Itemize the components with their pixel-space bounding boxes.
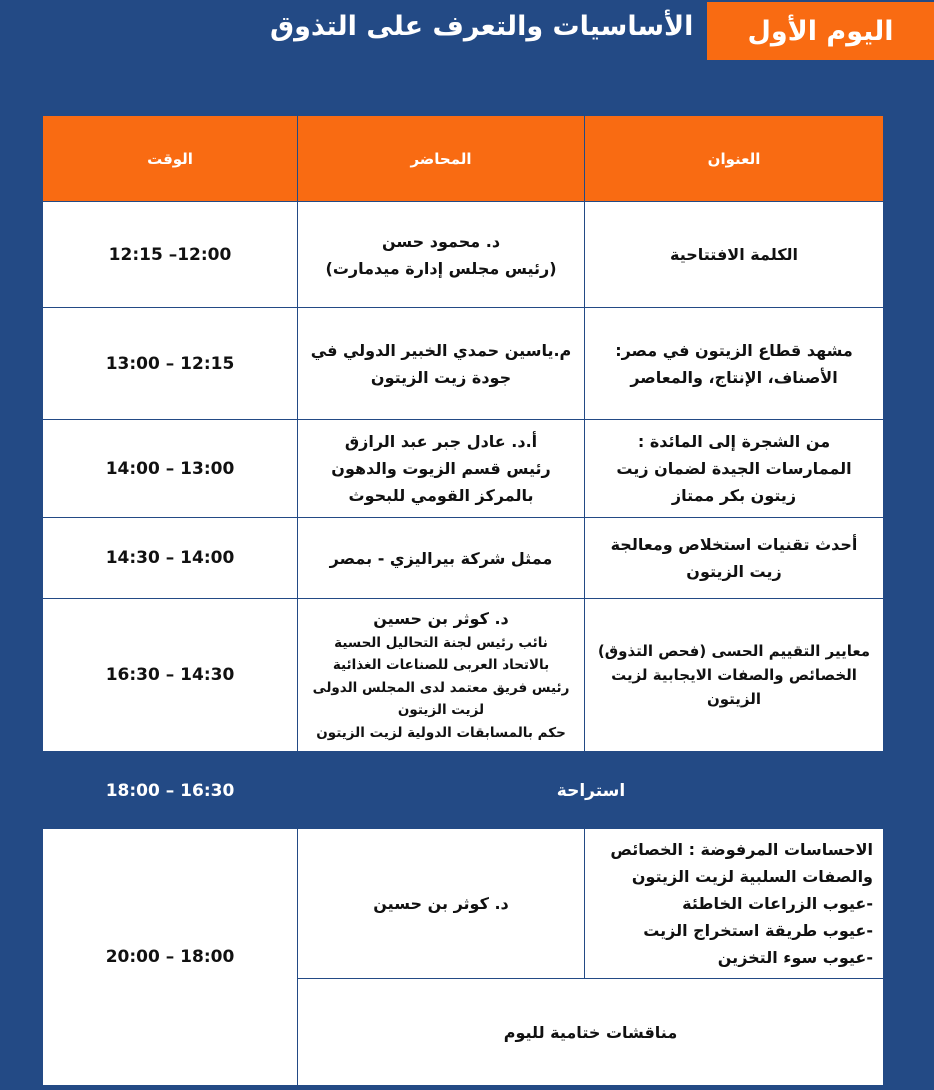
table-row-5-speaker — [297, 598, 585, 752]
row-1-title-line: الكلمة الافتتاحية — [669, 245, 799, 264]
table-row-4-speaker — [297, 517, 585, 599]
row-3-time: 14:00 – 13:00 — [105, 458, 235, 479]
row-3-title-line: الممارسات الجيدة لضمان زيت — [616, 459, 852, 478]
table-row-2-speaker — [297, 307, 585, 420]
row-2-title-line: الأصناف، الإنتاج، والمعاصر — [630, 367, 838, 387]
last-block-time-value: 20:00 – 18:00 — [105, 947, 235, 967]
row-4-title-line: زيت الزيتون — [686, 562, 782, 581]
table-row-4-title — [584, 517, 884, 599]
row-3-speaker-line: رئيس قسم الزيوت والدهون — [331, 459, 551, 478]
break-label: استراحة — [556, 781, 626, 801]
row-2-speaker-line: م.ياسين حمدي الخبير الدولي في — [310, 340, 572, 360]
header-speaker-column — [297, 115, 585, 202]
table-row-5-time — [42, 598, 298, 752]
last-block-speaker — [297, 828, 585, 979]
last-block-title-line: والصفات السلبية لزيت الزيتون — [631, 867, 873, 886]
page-title: الأساسيات والتعرف على التذوق — [270, 10, 694, 42]
row-1-speaker-line: د. محمود حسن — [381, 231, 501, 251]
header-title-column — [584, 115, 884, 202]
row-1-speaker-line: (رئيس مجلس إدارة ميدمارت) — [325, 258, 557, 278]
closing-discussion — [297, 978, 884, 1086]
row-5-speaker-line: رئيس فريق معتمد لدى المجلس الدولى — [312, 679, 570, 696]
table-row-1-time — [42, 201, 298, 308]
row-3-title-line: زيتون بكر ممتاز — [671, 486, 797, 505]
row-3-title-line: من الشجرة إلى المائدة : — [637, 432, 831, 451]
row-5-title-line: معايير التقييم الحسى (فحص التذوق) — [597, 642, 871, 660]
row-5-time: 16:30 – 14:30 — [105, 665, 235, 685]
last-block-title-line: الاحساسات المرفوضة : الخصائص — [610, 840, 873, 859]
last-block-title — [584, 828, 884, 979]
last-block-title-line: -عيوب الزراعات الخاطئة — [682, 894, 873, 913]
row-2-time: 13:00 – 12:15 — [105, 353, 235, 374]
break-time: 18:00 – 16:30 — [105, 781, 235, 801]
row-1-time: 12:15 –12:00 — [108, 244, 232, 265]
table-row-2-title — [584, 307, 884, 420]
table-row-3-speaker — [297, 419, 585, 518]
header-time-label: الوقت — [147, 149, 193, 168]
row-5-speaker-line: بالاتحاد العربى للصناعات الغذائية — [332, 657, 550, 674]
table-row-3-title — [584, 419, 884, 518]
row-4-speaker-line: ممثل شركة بيراليزي - بمصر — [329, 548, 553, 568]
last-block-time — [42, 828, 298, 1086]
header-title-label: العنوان — [707, 149, 761, 168]
last-block-speaker-name: د. كوثر بن حسين — [373, 894, 509, 913]
row-5-speaker-line: نائب رئيس لجنة التحاليل الحسية — [334, 634, 548, 651]
table-row-1-speaker — [297, 201, 585, 308]
header-speaker-label: المحاضر — [410, 149, 472, 168]
day-label: اليوم الأول — [707, 2, 934, 60]
row-5-title-line: الخصائص والصفات الايجابية لزيت — [611, 666, 857, 684]
row-5-speaker-name: د. كوثر بن حسين — [373, 608, 509, 628]
header-time-column — [42, 115, 298, 202]
table-row-4-time — [42, 517, 298, 599]
row-3-speaker-line: أ.د. عادل جبر عبد الرازق — [344, 432, 538, 451]
table-row-3-time — [42, 419, 298, 518]
row-2-title-line: مشهد قطاع الزيتون في مصر: — [615, 340, 853, 360]
table-row-1-title — [584, 201, 884, 308]
row-5-speaker-line: حكم بالمسابقات الدولية لزيت الزيتون — [316, 724, 566, 741]
table-row-5-title — [584, 598, 884, 752]
row-2-speaker-line: جودة زيت الزيتون — [370, 367, 512, 387]
row-4-title-line: أحدث تقنيات استخلاص ومعالجة — [610, 535, 858, 554]
row-4-time: 14:30 – 14:00 — [105, 548, 235, 568]
row-5-title-line: الزيتون — [706, 690, 762, 708]
last-block-title-line: -عيوب طريقة استخراج الزيت — [643, 921, 873, 940]
row-3-speaker-line: بالمركز القومي للبحوث — [348, 486, 534, 505]
closing-discussion-label: مناقشات ختامية لليوم — [503, 1022, 678, 1042]
row-5-speaker-line: لزيت الزيتون — [397, 702, 485, 719]
table-row-2-time — [42, 307, 298, 420]
last-block-title-line: -عيوب سوء التخزين — [717, 948, 873, 967]
